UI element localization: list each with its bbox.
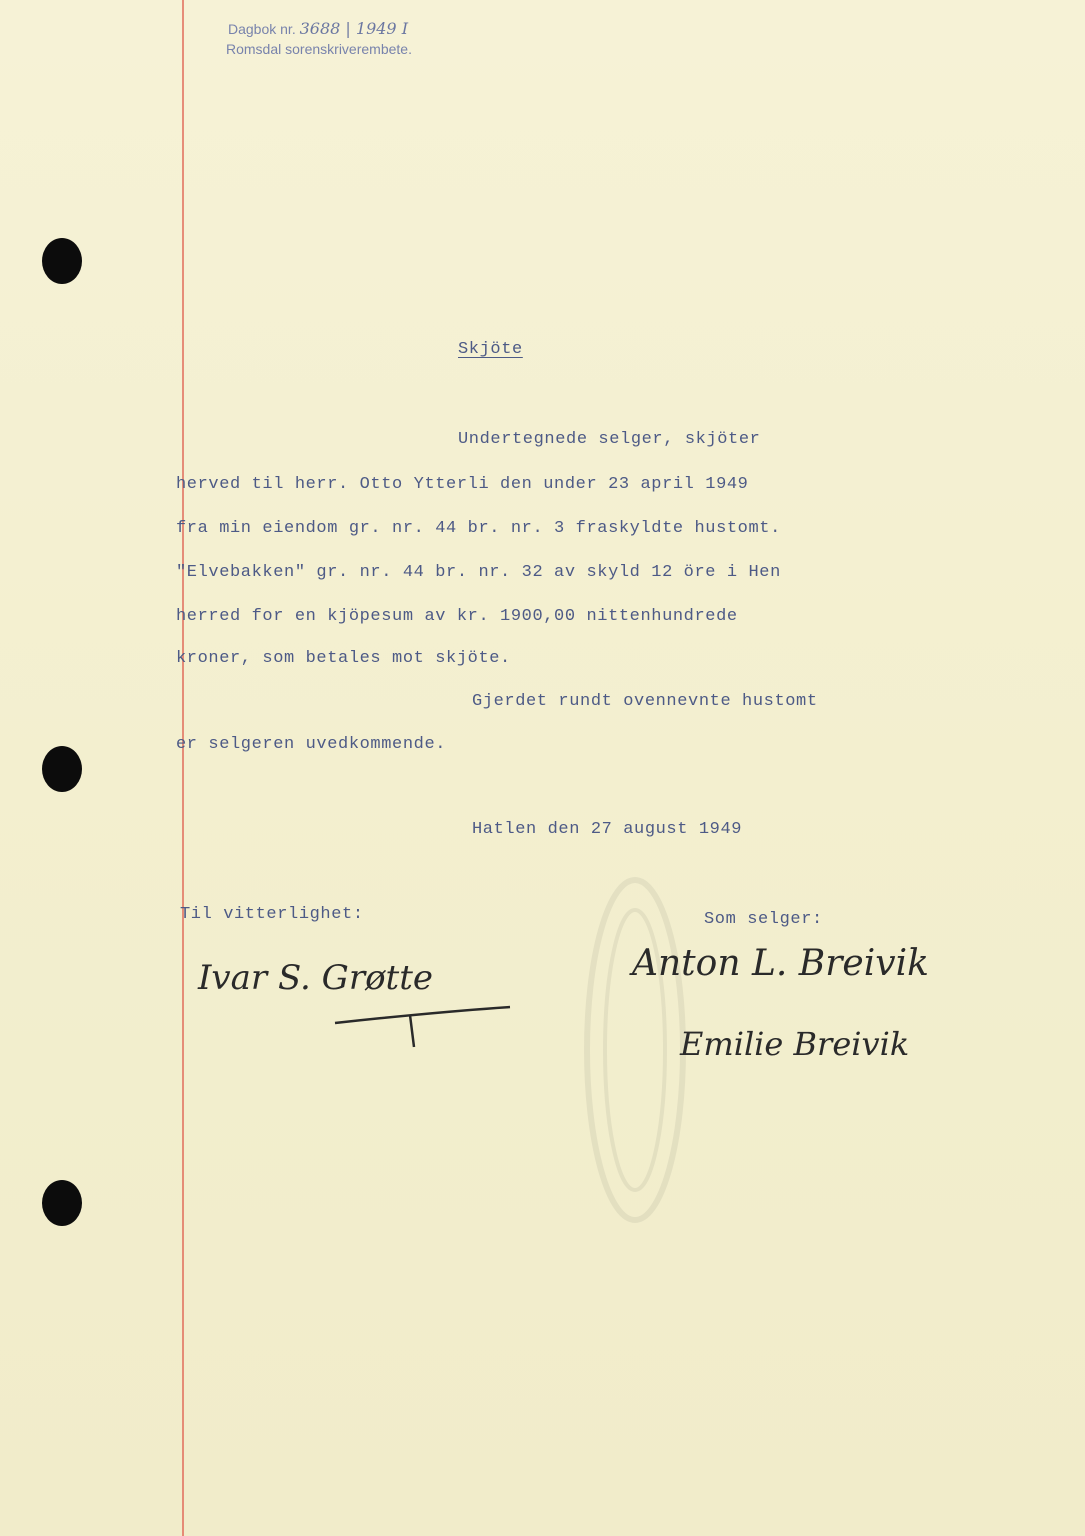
body-line: fra min eiendom gr. nr. 44 br. nr. 3 fraskyldte hustomt. — [176, 519, 781, 538]
body-line: herred for en kjöpesum av kr. 1900,00 nittenhundrede — [176, 607, 738, 626]
seller-signature-1: Anton L. Breivik — [632, 943, 929, 984]
body-line: Gjerdet rundt ovennevnte hustomt — [472, 692, 818, 711]
registry-stamp-handwritten-number: 3688 | 1949 I — [299, 19, 409, 38]
body-line: kroner, som betales mot skjöte. — [176, 649, 511, 668]
witness-signature-flourish — [330, 995, 520, 1055]
margin-line — [182, 0, 184, 1536]
registry-stamp-office: Romsdal sorenskriverembete. — [226, 41, 412, 57]
registry-stamp-prefix: Dagbok nr. — [228, 21, 296, 37]
witness-signature: Ivar S. Grøtte — [198, 958, 433, 998]
punch-hole-bottom — [42, 1180, 82, 1226]
witness-label: Til vitterlighet: — [180, 905, 364, 924]
body-line: herved til herr. Otto Ytterli den under 23 april 1949 — [176, 475, 749, 494]
seller-label: Som selger: — [704, 910, 823, 929]
place-date: Hatlen den 27 august 1949 — [472, 820, 743, 839]
seller-signature-2: Emilie Breivik — [680, 1025, 910, 1063]
punch-hole-middle — [42, 746, 82, 792]
body-line: er selgeren uvedkommende. — [176, 735, 447, 754]
body-line: Undertegnede selger, skjöter — [458, 430, 761, 449]
seal-watermark — [575, 870, 695, 1230]
registry-stamp-number — [228, 20, 408, 38]
body-line: "Elvebakken" gr. nr. 44 br. nr. 32 av skyld 12 öre i Hen — [176, 563, 781, 582]
document-title: Skjöte — [458, 340, 523, 359]
punch-hole-top — [42, 238, 82, 284]
